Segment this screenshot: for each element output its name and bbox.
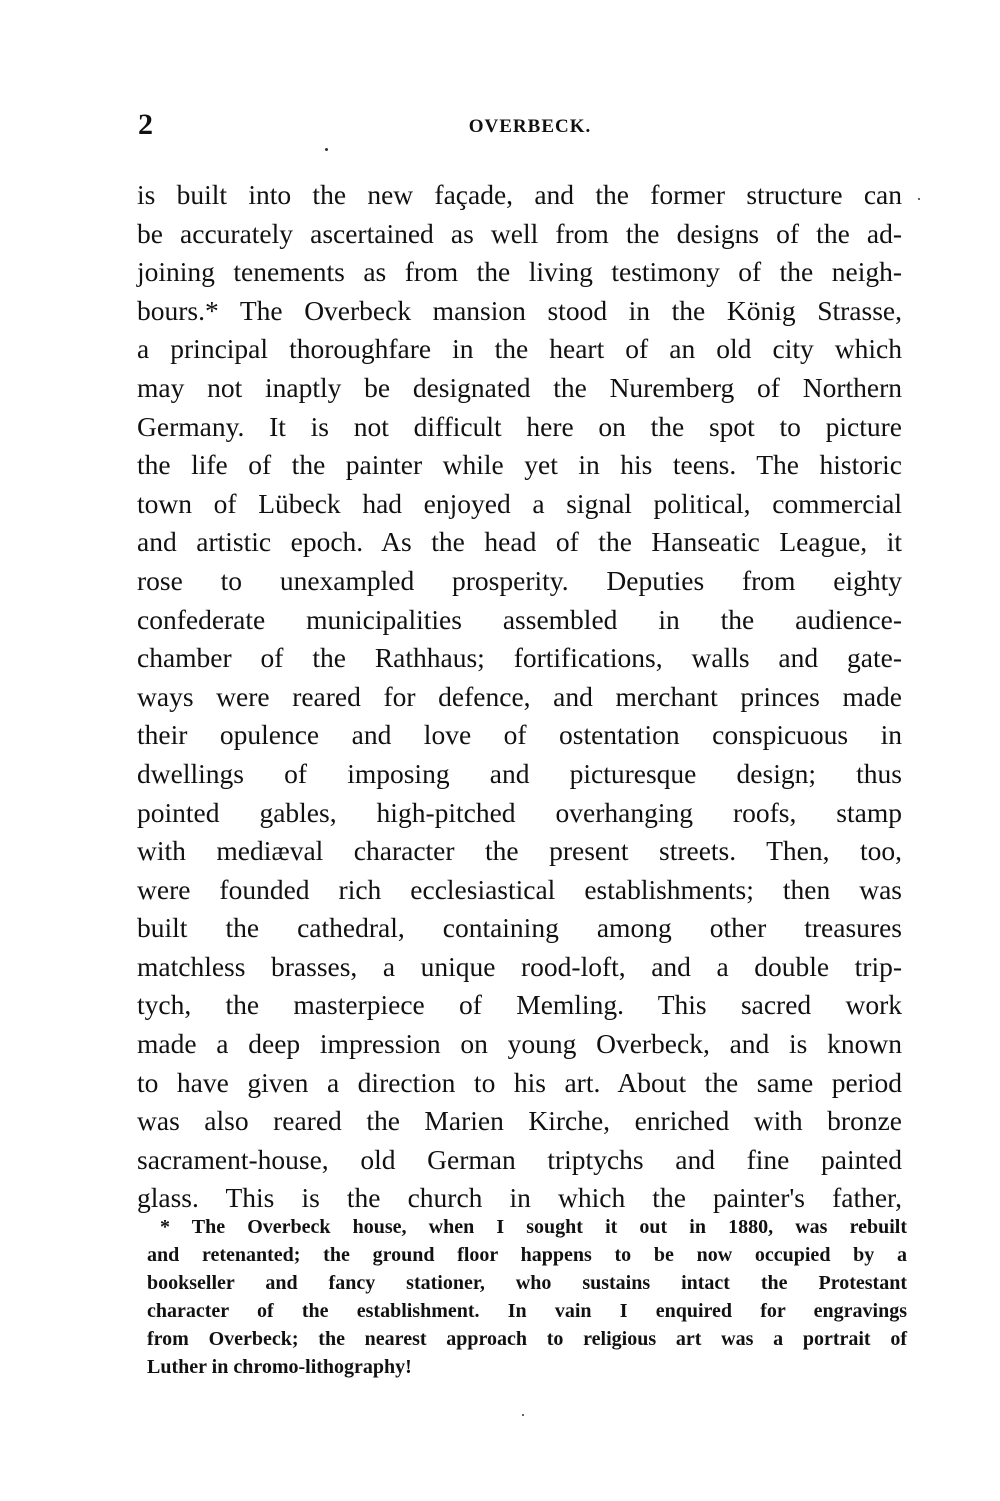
text-line: chamber of the Rathhaus; fortifications, walls and gate- [137,642,902,674]
footnote-line: and retenanted; the ground floor happens to be now occupied by a [147,1244,907,1266]
text-line: glass. This is the church in which the painter's father, [137,1182,902,1214]
text-line: confederate municipalities assembled in the audience- [137,603,902,635]
text-line: town of Lübeck had enjoyed a signal political, commercial [137,487,902,519]
text-line: were founded rich ecclesiastical establishments; then was [137,873,902,905]
scan-speck [522,1414,524,1416]
text-line: was also reared the Marien Kirche, enriched with bronze [137,1105,902,1137]
text-line: their opulence and love of ostentation conspicuous in [137,719,902,751]
footnote-line: from Overbeck; the nearest approach to religious art was a portrait of [147,1328,907,1350]
text-line: sacrament-house, old German triptychs and fine painted [137,1143,902,1175]
footnote-line: * The Overbeck house, when I sought it out in 1880, was rebuilt [160,1216,907,1238]
footnote-line: bookseller and fancy stationer, who sustains intact the Protestant [147,1272,907,1294]
text-line: to have given a direction to his art. About the same period [137,1066,902,1098]
text-line: built the cathedral, containing among other treasures [137,912,902,944]
text-line: be accurately ascertained as well from the designs of the ad- [137,217,902,249]
text-line: tych, the masterpiece of Memling. This sacred work [137,989,902,1021]
footnote-line: character of the establishment. In vain I enquired for engravings [147,1300,907,1322]
running-title: OVERBECK. [468,116,592,137]
scan-speck [918,198,920,200]
text-line: ways were reared for defence, and merchant princes made [137,680,902,712]
text-line: joining tenements as from the living testimony of the neigh- [137,256,902,288]
text-line: with mediæval character the present streets. Then, too, [137,835,902,867]
text-line: a principal thoroughfare in the heart of an old city which [137,333,902,365]
text-line: Germany. It is not difficult here on the spot to picture [137,410,902,442]
page-number: 2 [138,108,153,141]
text-line: pointed gables, high-pitched overhanging roofs, stamp [137,796,902,828]
text-line: bours.* The Overbeck mansion stood in the König Strasse, [137,294,902,326]
text-line: is built into the new façade, and the former structure can [137,179,902,210]
text-line: and artistic epoch. As the head of the Hanseatic League, it [137,526,902,558]
footnote-line: Luther in chromo-lithography! [147,1356,412,1378]
text-line: rose to unexampled prosperity. Deputies from eighty [137,564,902,596]
text-line: the life of the painter while yet in his teens. The historic [137,449,902,481]
body-paragraph [137,176,902,1218]
footnote [147,1213,907,1381]
text-line: may not inaptly be designated the Nuremberg of Northern [137,371,902,403]
text-line: matchless brasses, a unique rood-loft, and a double trip- [137,950,902,982]
text-line: dwellings of imposing and picturesque design; thus [137,757,902,789]
scan-speck [325,148,328,151]
text-line: made a deep impression on young Overbeck, and is known [137,1028,902,1060]
